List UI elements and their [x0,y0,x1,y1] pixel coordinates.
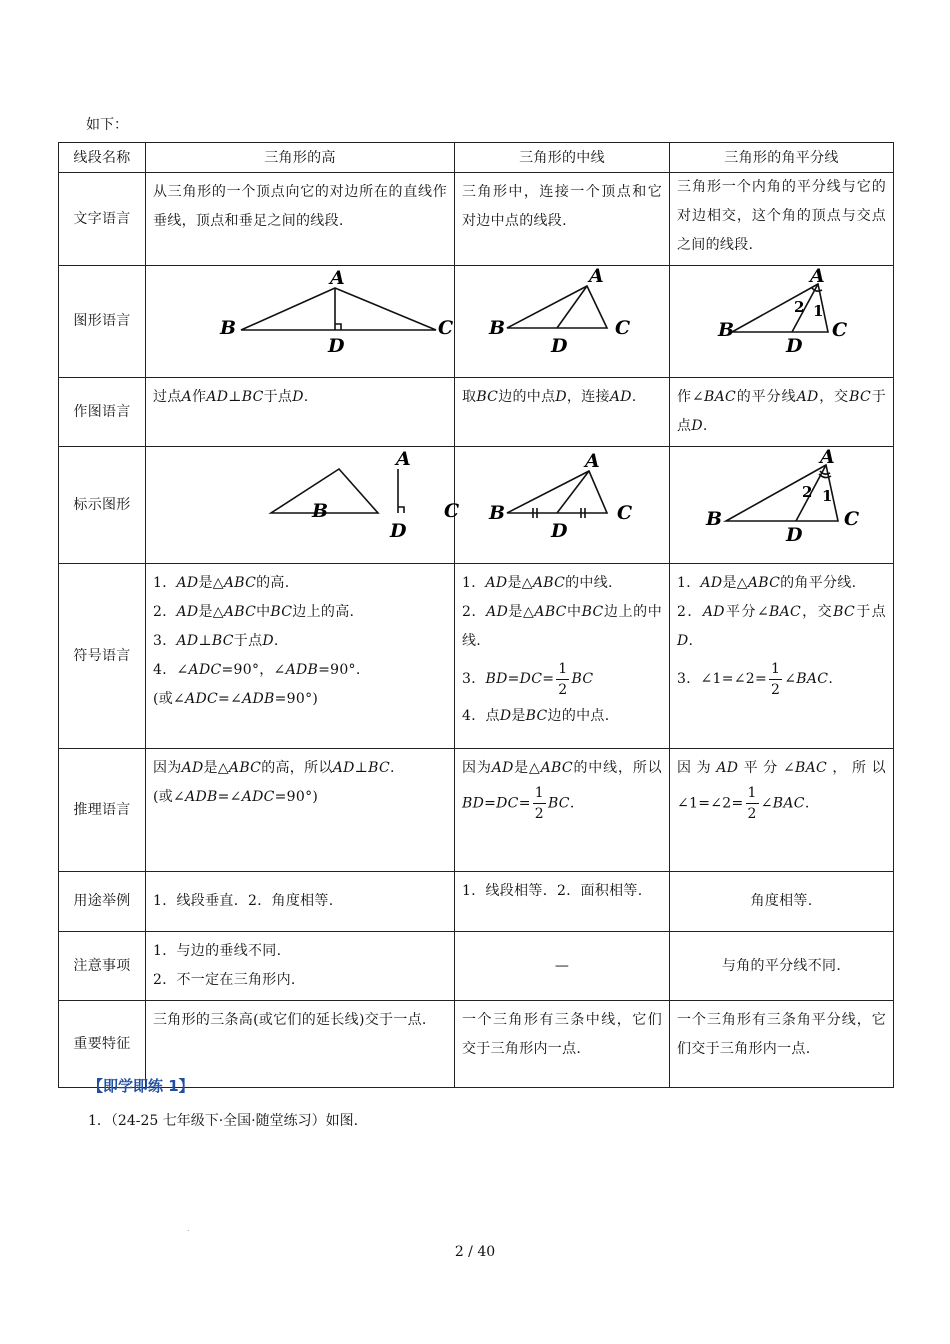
row-tuili [59,749,894,872]
marked-figure-pingfen [670,447,894,564]
comparison-table [58,142,894,1088]
right-angle-mark [398,507,404,513]
line: 1．AD是△ABC的高. [153,575,290,591]
label-a: A [585,450,601,472]
row-head-zhuyi: 注意事项 [59,932,146,1001]
wenzi-pingfen: 三角形一个内角的平分线与它的对边相交，这个角的顶点与交点之间的线段. [670,173,894,266]
line: 1．AD是△ABC的中线. [462,575,613,591]
fraction: $\frac{1}{2}$ [747,785,757,822]
row-zhuyi [59,932,894,1001]
row-head-tezheng: 重要特征 [59,1001,146,1088]
line: 1．AD是△ABC的角平分线. [677,575,857,591]
intro-text: 如下： [86,117,128,133]
line: 3．∠1=∠2= $\frac{1}{2}$ ∠BAC. [677,660,834,698]
wenzi-zhongxian: 三角形中，连接一个顶点和它对边中点的线段. [455,173,670,266]
label-b: B [489,317,506,339]
label-angle-2: 2 [802,483,813,501]
row-wenzi [59,173,894,266]
tezheng-gao: 三角形的三条高(或它们的延长线)交于一点. [146,1001,455,1088]
marked-altitude-figure [146,447,460,552]
label-c: C [438,317,454,339]
label-b: B [220,317,237,339]
practice-title: 【即学即练 1】 [88,1077,194,1095]
line: 3．BD=DC= $\frac{1}{2}$ BC [462,660,594,698]
triangle-shape [507,286,607,328]
label-c: C [444,500,460,522]
row-fuhao [59,564,894,749]
label-d: D [328,335,345,357]
marked-bisector-figure [670,447,893,552]
label-b: B [312,500,329,522]
label-d: D [786,335,803,357]
right-angle-mark [335,324,341,330]
figure-zhongxian [455,266,670,378]
label-c: C [844,508,860,530]
marked-figure-zhongxian [455,447,670,564]
zuotu-pingfen: 作∠BAC的平分线AD，交BC于点D. [670,378,894,447]
practice-question: 1．（24-25 七年级下·全国·随堂练习）如图. [88,1113,359,1129]
label-c: C [617,502,633,524]
row-yongtu [59,872,894,932]
row-head-fuhao: 符号语言 [59,564,146,749]
label-b: B [706,508,723,530]
tuili-zhongxian: 因为AD是△ABC的中线，所以BD=DC= $\frac{1}{2}$ BC. [455,749,670,872]
label-a: A [330,267,346,289]
col-head-zhongxian: 三角形的中线 [455,143,670,173]
tezheng-zhongxian: 一个三角形有三条中线，它们交于三角形内一点. [455,1001,670,1088]
col-head-name: 线段名称 [59,143,146,173]
row-head-yongtu: 用途举例 [59,872,146,932]
row-head-tuxing: 图形语言 [59,266,146,378]
label-d: D [390,520,407,542]
line: 2．AD是△ABC中BC边上的中线. [462,604,662,649]
yongtu-gao: 1．线段垂直．2．角度相等. [146,872,455,932]
line: (或∠ADB=∠ADC=90°) [153,789,319,805]
label-d: D [551,520,568,542]
row-head-biaoshi: 标示图形 [59,447,146,564]
header-row [59,143,894,173]
fraction: $\frac{1}{2}$ [534,785,544,822]
row-biaoshi [59,447,894,564]
line: 4．∠ADC=90°，∠ADB=90°. [153,662,361,678]
figure-pingfen [670,266,894,378]
label-a: A [820,446,836,468]
label-a: A [810,265,826,287]
col-head-gao: 三角形的高 [146,143,455,173]
line: 2．AD是△ABC中BC边上的高. [153,604,355,620]
figure-gao [146,266,455,378]
fraction: $\frac{1}{2}$ [771,660,781,698]
line: 2．不一定在三角形内. [153,972,296,988]
tezheng-pingfen: 一个三角形有三条角平分线，它们交于三角形内一点. [670,1001,894,1088]
median-figure [455,266,669,366]
tuili-pingfen: 因为AD平分∠BAC，所以∠1=∠2= $\frac{1}{2}$ ∠BAC. [670,749,894,872]
page-number: 2 / 40 [454,1244,496,1260]
line: 因为AD是△ABC的高，所以AD⊥BC. [153,760,395,776]
label-a: A [589,265,605,287]
fuhao-gao [146,564,455,749]
fraction: $\frac{1}{2}$ [558,660,568,698]
label-b: B [718,319,735,341]
label-angle-2: 2 [794,298,805,316]
fuhao-zhongxian [455,564,670,749]
zuotu-gao: 过点A作AD⊥BC于点D. [146,378,455,447]
row-head-zuotu: 作图语言 [59,378,146,447]
label-angle-1: 1 [813,302,824,320]
triangle-shape [507,471,607,513]
label-b: B [489,502,506,524]
row-head-wenzi: 文字语言 [59,173,146,266]
label-d: D [786,524,803,546]
marked-figure-gao [146,447,460,564]
wenzi-gao: 从三角形的一个顶点向它的对边所在的直线作垂线，顶点和垂足之间的线段. [146,173,455,266]
zuotu-zhongxian: 取BC边的中点D，连接AD. [455,378,670,447]
median-line [557,286,587,328]
row-tuxing [59,266,894,378]
yongtu-pingfen: 角度相等. [670,872,894,932]
zhuyi-zhongxian: — [455,932,670,1001]
label-angle-1: 1 [822,487,833,505]
row-zuotu [59,378,894,447]
line: (或∠ADC=∠ADB=90°) [153,691,319,707]
col-head-pingfen: 三角形的角平分线 [670,143,894,173]
stray-dot: . [187,1224,190,1233]
bisector-figure [670,266,893,366]
zhuyi-pingfen: 与角的平分线不同. [670,932,894,1001]
yongtu-zhongxian: 1．线段相等．2．面积相等. [455,872,670,932]
line: 2．AD平分∠BAC，交BC于点D. [677,604,886,649]
median-line [557,471,589,513]
tuili-gao [146,749,455,872]
line: 4．点D是BC边的中点. [462,708,610,724]
label-d: D [551,335,568,357]
altitude-figure [146,266,454,366]
label-c: C [832,319,848,341]
zhuyi-gao [146,932,455,1001]
label-a: A [396,448,412,470]
line: 3．AD⊥BC于点D. [153,633,279,649]
label-c: C [615,317,631,339]
line: 1．与边的垂线不同. [153,943,282,959]
fuhao-pingfen [670,564,894,749]
marked-median-figure [455,447,669,552]
row-head-tuili: 推理语言 [59,749,146,872]
